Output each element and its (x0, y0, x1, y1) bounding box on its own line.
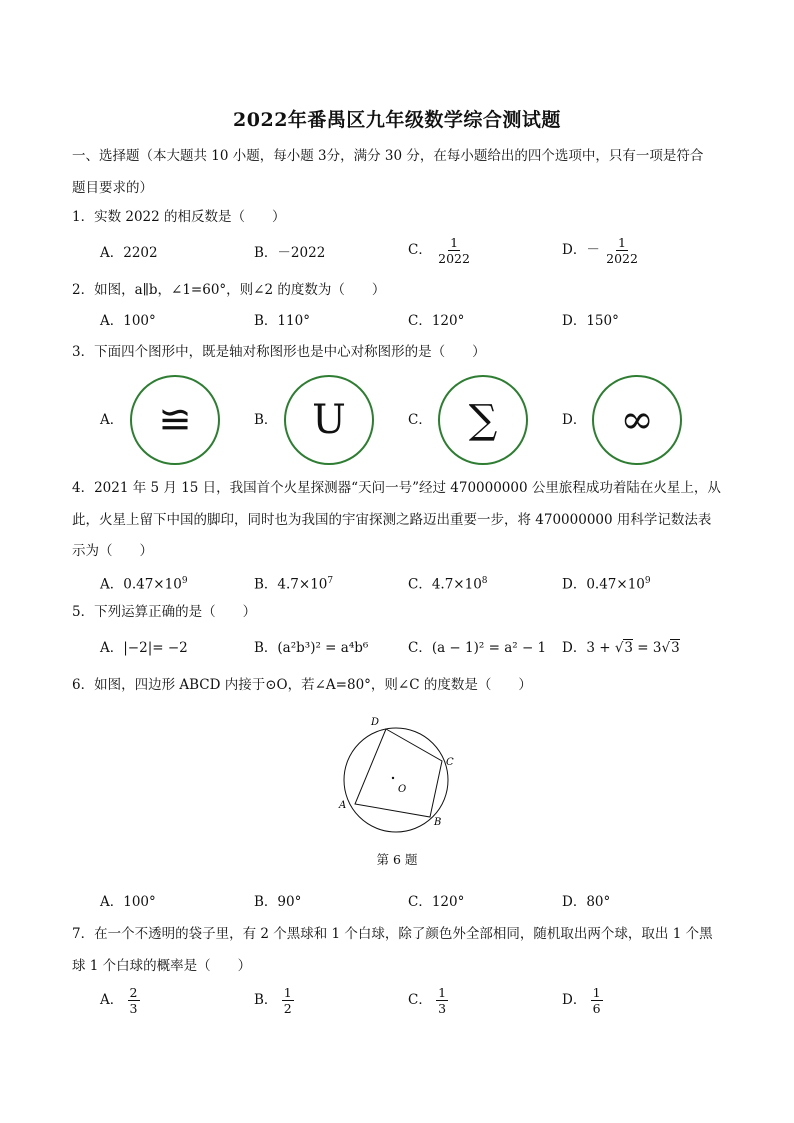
q1-option-c-label: C． (408, 242, 432, 258)
vertex-label-b: B (434, 817, 442, 828)
q4-option-c-exponent: 8 (481, 576, 488, 586)
q7-stem-line1: 7．在一个不透明的袋子里，有 2 个黑球和 1 个白球，除了颜色外全部相同，随机取出两个球，取出 1 个黑 (72, 926, 713, 942)
q4-option-c (408, 571, 488, 595)
q4-stem-line1: 4．2021 年 5 月 15 日，我国首个火星探测器“天问一号”经过 470000000 公里旅程成功着陆在火星上，从 (72, 480, 721, 496)
q7-option-d-fraction (591, 985, 603, 1016)
q1-option-a: A．2202 (100, 245, 158, 261)
circle-o (344, 728, 448, 832)
q4-option-a (100, 571, 188, 595)
q3-option-d-label: D． (562, 412, 587, 428)
q7-stem-line2: 球 1 个白球的概率是（ ） (72, 958, 252, 974)
q3-option-d-figure (592, 375, 682, 465)
quadrilateral-abcd (355, 729, 442, 817)
q7-option-c-label: C． (408, 992, 432, 1008)
q7-option-a (100, 985, 140, 1016)
q2-option-c: C．120° (408, 313, 465, 329)
q5-option-d: D．3 + √3 = 3√3 (562, 640, 680, 656)
vertex-label-d: D (371, 717, 380, 728)
q4-option-a-exponent: 9 (181, 576, 188, 586)
q2-stem: 2．如图，a∥b，∠1=60°，则∠2 的度数为（ ） (72, 282, 386, 298)
q4-option-b (254, 571, 333, 595)
q5-option-c: C．(a − 1)² = a² − 1 (408, 640, 547, 656)
q4-stem-line3: 示为（ ） (72, 543, 153, 559)
q7-option-b (254, 985, 294, 1016)
q3-stem: 3．下面四个图形中，既是轴对称图形也是中心对称图形的是（ ） (72, 344, 486, 360)
q5-option-d-radicand-1: 3 (624, 640, 634, 656)
fraction-numerator: 1 (450, 235, 459, 250)
q6-stem: 6．如图，四边形 ABCD 内接于⊙O，若∠A=80°，则∠C 的度数是（ ） (72, 677, 532, 693)
q1-option-c (408, 235, 472, 266)
q4-option-b-base: B．4.7×10 (254, 576, 328, 593)
fraction-numerator: 1 (438, 985, 447, 1000)
fraction-denominator: 6 (592, 1001, 601, 1016)
fraction-denominator: 2 (283, 1001, 292, 1016)
fraction-numerator: 1 (283, 985, 292, 1000)
q5-option-d-middle: = 3 (633, 640, 662, 656)
fraction-denominator: 3 (438, 1001, 447, 1016)
q5-option-b: B．(a²b³)² = a⁴b⁶ (254, 640, 369, 656)
q6-figure-caption: 第 6 题 (376, 852, 418, 867)
q4-option-d-base: D．0.47×10 (562, 576, 645, 593)
infinity-symbol-icon: ∞ (620, 397, 654, 443)
q4-option-b-exponent: 7 (327, 576, 334, 586)
fraction-numerator: 1 (618, 235, 626, 250)
section-intro-line2: 题目要求的） (72, 180, 153, 196)
q5-option-a: A．|−2|= −2 (100, 640, 188, 656)
q7-option-a-label: A． (100, 992, 124, 1008)
q6-circle-figure (330, 712, 470, 847)
section-intro-line1: 一、选择题（本大题共 10 小题，每小题 3分，满分 30 分，在每小题给出的四个选项中，只有一项是符合 (72, 148, 704, 164)
letter-u-icon: U (312, 397, 346, 443)
q4-option-a-base: A．0.47×10 (100, 576, 182, 593)
q1-stem: 1．实数 2022 的相反数是（ ） (72, 209, 286, 225)
congruent-symbol-icon: ≌ (158, 397, 192, 443)
q4-option-d-exponent: 9 (644, 576, 651, 586)
q6-option-d: D．80° (562, 894, 611, 910)
q1-option-d (562, 235, 640, 266)
q7-option-b-label: B． (254, 992, 278, 1008)
sigma-symbol-icon: ∑ (468, 397, 498, 443)
q4-option-c-base: C．4.7×10 (408, 576, 482, 593)
q4-option-d (562, 571, 651, 595)
q5-stem: 5．下列运算正确的是（ ） (72, 604, 257, 620)
q6-option-c: C．120° (408, 894, 465, 910)
q1-option-d-label: D．－ (562, 242, 600, 258)
q7-option-d (562, 985, 603, 1016)
q1-option-d-fraction (604, 235, 640, 266)
q7-option-c-fraction (436, 985, 448, 1016)
q2-option-b: B．110° (254, 313, 310, 329)
center-point-o (392, 777, 394, 779)
q1-option-c-fraction (436, 235, 472, 266)
vertex-label-a: A (339, 800, 347, 811)
q7-option-a-fraction (128, 985, 140, 1016)
q3-option-c-label: C． (408, 412, 432, 428)
q2-option-a: A．100° (100, 313, 156, 329)
q3-option-a-figure (130, 375, 220, 465)
fraction-denominator: 3 (129, 1001, 138, 1016)
q5-option-d-radicand-2: 3 (671, 640, 680, 656)
q3-option-b-label: B． (254, 412, 278, 428)
q2-option-d: D．150° (562, 313, 619, 329)
q4-stem-line2: 此，火星上留下中国的脚印，同时也为我国的宇宙探测之路迈出重要一步，将 470000000 用科学记数法表 (72, 512, 712, 528)
vertex-label-c: C (446, 757, 454, 768)
center-label-o: O (398, 784, 407, 795)
q6-option-b: B．90° (254, 894, 302, 910)
fraction-numerator: 2 (129, 985, 138, 1000)
q7-option-b-fraction (282, 985, 294, 1016)
q3-option-b-figure (284, 375, 374, 465)
q3-option-c-figure (438, 375, 528, 465)
q5-option-d-prefix: D．3 + (562, 640, 615, 656)
q7-option-d-label: D． (562, 992, 587, 1008)
fraction-denominator: 2022 (606, 251, 638, 266)
q1-option-b: B．－2022 (254, 245, 326, 261)
fraction-denominator: 2022 (438, 251, 470, 266)
q3-option-a-label: A． (100, 412, 124, 428)
fraction-numerator: 1 (592, 985, 601, 1000)
q6-option-a: A．100° (100, 894, 156, 910)
q7-option-c (408, 985, 448, 1016)
page-title: 2022年番禺区九年级数学综合测试题 (233, 109, 561, 131)
